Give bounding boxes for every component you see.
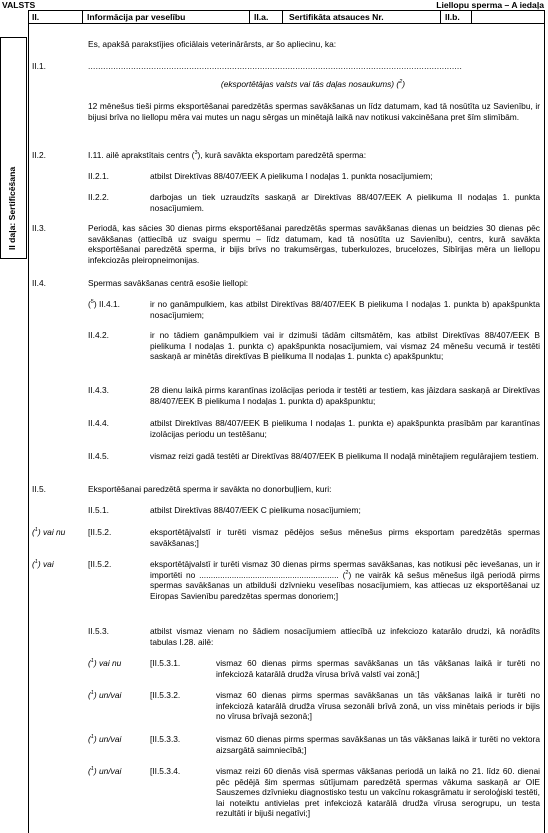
certificate-header-table	[28, 10, 545, 24]
s5-text: Eksportēšanai paredzētā sperma ir savākta no donorbuļļiem, kuri:	[88, 484, 332, 494]
country-hint: (eksportētājas valsts vai tās daļas nosaukums) ($^2$)	[220, 79, 406, 89]
divider	[282, 11, 283, 23]
s4-number: II.4.	[32, 278, 46, 288]
s5-item-text: eksportētājvalstī ir turēti vismaz 30 dienas pirms spermas savākšanas, kas notikusi pēc ievešanas, un ir importēti no ............................................................ ($^2$) ne vairāk kā sešus mēnešus ilgā periodā pirms spermas savākšanas un atbilduši dzīvnieku veselības nosacījumiem, kas attiecas uz eksportēšanai uz Eiropas Savienību paredzētas spermas donoriem;]	[150, 559, 540, 601]
option-prefix: ($^1$) un/vai	[88, 690, 122, 700]
s4-item-text: atbilst Direktīvas 88/407/EEK B pielikuma I nodaļas 1. punkta e) apakšpunkta prasībām par karantīnas izolācijas periodu un testēšanu;	[150, 418, 540, 439]
s5-item-text: atbilst vismaz vienam no šādiem nosacījumiem attiecībā uz infekciozo katarālo drudzi, kā norādīts tabulas I.28. ailē:	[150, 626, 540, 647]
sub-item-text: vismaz 60 dienas pirms spermas savākšanas un tās vākšanas laikā ir turēti no infekciozā katarālā drudža vīrusa brīvā valstī vai zonā;]	[216, 658, 540, 679]
section-title: Informācija par veselību	[87, 12, 186, 22]
sub-item-number: [II.5.3.2.	[150, 690, 181, 700]
subsection-b-number: II.b.	[445, 12, 460, 22]
model-label: Liellopu sperma – A iedaļa	[436, 0, 544, 10]
option-prefix: ($^1$) vai nu	[32, 527, 66, 537]
s4-item-number: II.4.5.	[88, 451, 109, 461]
intro-text: Es, apakšā parakstījies oficiālais veterinārārsts, ar šo apliecinu, ka:	[88, 39, 337, 49]
s2-item-text: darbojas un tiek uzraudzīts saskaņā ar Direktīvas 88/407/EEK A pielikuma II nodaļas 1. punkta nosacījumiem.	[150, 192, 540, 213]
s5-number: II.5.	[32, 484, 46, 494]
sub-item-number: [II.5.3.4.	[150, 766, 181, 776]
option-prefix: ($^1$) vai	[32, 559, 54, 569]
s1-number: II.1.	[32, 61, 46, 71]
s2-number: II.2.	[32, 150, 46, 160]
s4-item-text: vismaz reizi gadā testēti ar Direktīvas 88/407/EEK B pielikuma II nodaļā minētajiem regulārajiem testiem.	[150, 451, 539, 461]
s4-text: Spermas savākšanas centrā esošie liellopi:	[88, 278, 249, 288]
subsection-a-number: II.a.	[254, 12, 269, 22]
s4-item-text: ir no ganāmpulkiem, kas atbilst Direktīvas 88/407/EEK B pielikuma I nodaļas 1. punkta b) apakšpunkta nosacījumiem;	[150, 299, 540, 320]
section-number: II.	[32, 12, 40, 22]
s3-number: II.3.	[32, 223, 46, 233]
s4-item-number: II.4.3.	[88, 385, 109, 395]
reference-number-label: Sertifikāta atsauces Nr.	[289, 12, 384, 22]
s2-item-number: II.2.1.	[88, 171, 109, 181]
s4-item-number: ($^5$) II.4.1.	[88, 299, 120, 309]
s1-text: 12 mēnešus tieši pirms eksportēšanai paredzētās spermas savākšanas un līdz datumam, kad tā nosūtīta uz Savienību, ir bijusi brīva no liellopu mēra vai mutes un nagu sērgas un minētajā laikā nav notikusi vakcinēšana pret šīm slimībām.	[88, 101, 540, 122]
divider	[249, 11, 250, 23]
sub-item-text: vismaz reizi 60 dienās visā spermas vākšanas periodā un laikā no 21. līdz 60. dienai pēc pēdējā šim spermas sūtījumam paredzētā spermas vākuma saskaņā ar OIE Sauszemes dzīvnieku diagnostisko testu un vakcīnu rokasgrāmatu ir seroloģiski testēti, lai noteiktu antivielas pret infekciozā katarālā drudža vīrusa serogrupu, un testa rezultāti ir bijuši negatīvi;]	[216, 766, 540, 819]
s5-item-number: II.5.1.	[88, 505, 109, 515]
option-prefix: ($^1$) vai nu	[88, 658, 122, 668]
s2-text: I.11. ailē aprakstītais centrs ($^3$), kurā savākta eksportam paredzētā sperma:	[88, 150, 367, 160]
s5-item-number: II.5.3.	[88, 626, 109, 636]
s2-item-number: II.2.2.	[88, 192, 109, 202]
divider	[440, 11, 441, 23]
s5-item-number: [II.5.2.	[88, 527, 112, 537]
s4-item-text: ir no tādiem ganāmpulkiem vai ir dzimuši tādām ciltsmātēm, kas atbilst Direktīvas 88/407/EEK B pielikuma I nodaļas 1. punkta c) apakšpunkta nosacījumiem, vai vismaz 24 mēnešu vecumā ir testēti saskaņā ar minētās direktīvas B pielikuma II nodaļas 1. punkta c) apakšpunktu;	[150, 330, 540, 362]
option-prefix: ($^1$) un/vai	[88, 734, 122, 744]
sub-item-number: [II.5.3.1.	[150, 658, 181, 668]
s5-item-text: atbilst Direktīvas 88/407/EEK C pielikuma nosacījumiem;	[150, 505, 361, 515]
option-prefix: ($^1$) un/vai	[88, 766, 122, 776]
sub-item-number: [II.5.3.3.	[150, 734, 181, 744]
s4-item-number: II.4.2.	[88, 330, 109, 340]
s5-item-text: eksportētājvalstī ir turēti vismaz pēdējos sešus mēnešus pirms eksportam paredzētās spermas savākšanas;]	[150, 527, 540, 548]
sub-item-text: vismaz 60 dienas pirms spermas savākšanas un tās vākšanas laikā ir turēti no vektora aizsargātā saimniecībā;]	[216, 734, 540, 755]
divider	[471, 11, 472, 23]
s4-item-text: 28 dienu laikā pirms karantīnas izolācijas perioda ir testēti ar testiem, kas jāizdara saskaņā ar Direktīvas 88/407/EEK B pielikuma I nodaļas 1. punkta d) apakšpunktu;	[150, 385, 540, 406]
s3-text: Periodā, kas sācies 30 dienas pirms eksportēšanai paredzētās spermas savākšanas dienas un beidzies 30 dienas pēc savākšanas (attiecībā uz svaigu spermu – līdz datumam, kad tā nosūtīta uz Savienību), centrs, kurā savākta eksportēšanai paredzētā sperma, ir bijis brīvs no trakumsērgas, tuberkulozes, brucelozes, Sibīrijas mēra un liellopu infekciozās pleiropneimonijas.	[88, 223, 540, 265]
divider	[82, 11, 83, 23]
side-label: II daļa: Sertificēšana	[7, 166, 17, 250]
country-label: VALSTS	[2, 0, 36, 10]
sub-item-text: vismaz 60 dienas pirms spermas savākšanas un tās vākšanas laikā ir turēti no infekciozā katarālā drudža vīrusa sezonāli brīvā zonā, un viss minētais periods ir bijis no vīrusa brīvajā sezonā;]	[216, 690, 540, 722]
s2-item-text: atbilst Direktīvas 88/407/EEK A pielikuma I nodaļas 1. punkta nosacījumiem;	[150, 171, 433, 181]
s4-item-number: II.4.4.	[88, 418, 109, 428]
s5-item-number: [II.5.2.	[88, 559, 112, 569]
country-dots: ....................................................................................................................................................	[88, 61, 462, 71]
page-header	[0, 0, 548, 10]
